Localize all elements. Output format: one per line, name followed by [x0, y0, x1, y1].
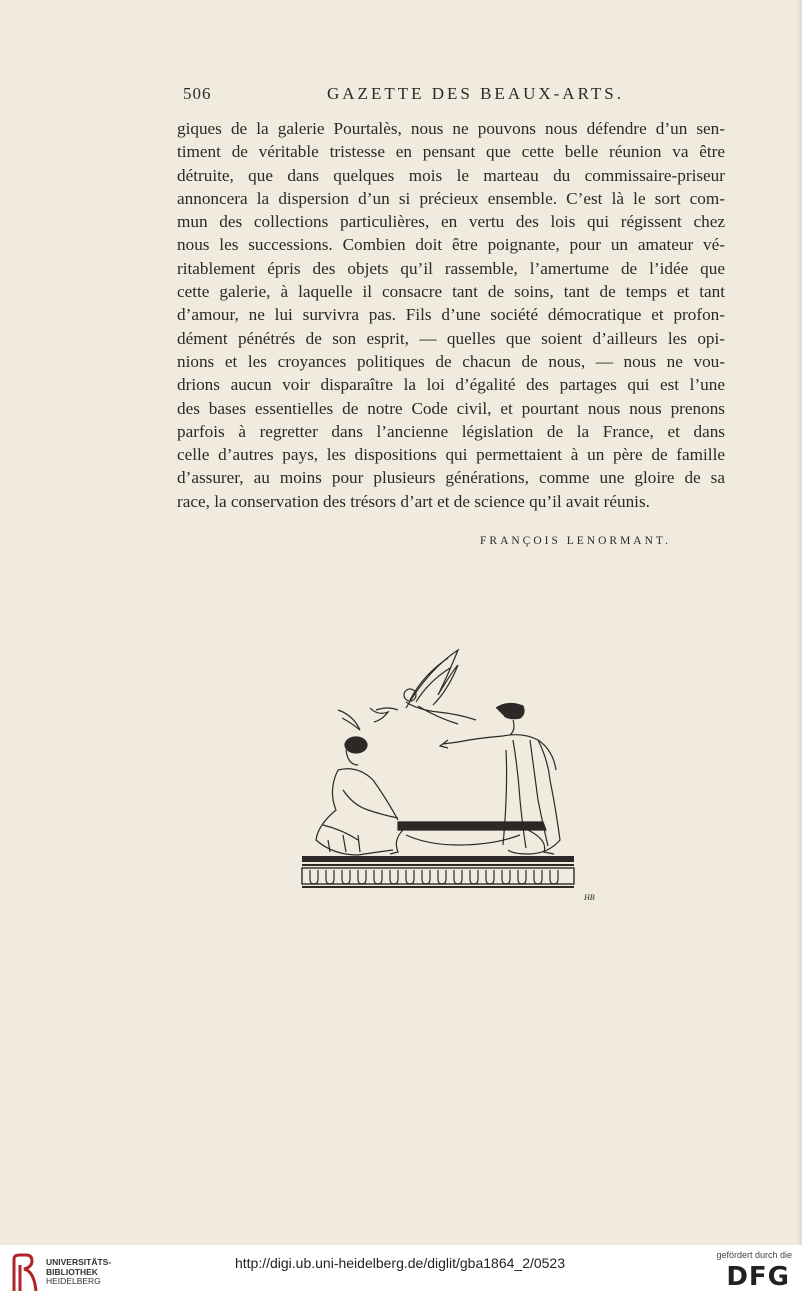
text-line: giques de la galerie Pourtalès, nous ne pouvons nous défendre d’un sen- — [177, 119, 725, 138]
running-header — [175, 84, 725, 108]
text-line: parfois à regretter dans l’ancienne législation de la France, et dans — [177, 421, 725, 441]
text-line: cette galerie, à laquelle il consacre tant de soins, tant de temps et tant — [177, 282, 725, 302]
text-line: d’amour, ne lui survivra pas. Fils d’une société démocratique et profon- — [177, 305, 725, 325]
text-line: nous les successions. Combien doit être poignante, pour un amateur vé- — [177, 235, 725, 255]
artist-monogram: HB — [584, 893, 595, 902]
text-line: drions aucun voir disparaître la loi d’égalité des partages qui est l’une — [177, 375, 725, 395]
footer-bar — [0, 1245, 802, 1300]
text-line: nions et les croyances politiques de chacun de nous, — nous ne vou- — [177, 351, 725, 371]
text-line: timent de véritable tristesse en pensant que cette belle réunion va être — [177, 142, 725, 162]
library-name-line3: HEIDELBERG — [46, 1276, 101, 1286]
university-library-logo-icon[interactable] — [10, 1253, 40, 1293]
seated-woman-figure — [316, 737, 398, 855]
library-name-line1: UNIVERSITÄTS- — [46, 1257, 112, 1267]
library-name — [46, 1258, 111, 1287]
text-line: des bases essentielles de notre Code civil, et pourtant nous nous prenons — [177, 398, 725, 418]
text-line: mun des collections particulières, en vertu des lois qui régissent chez — [177, 212, 725, 232]
text-line: d’assurer, au moins pour plusieurs générations, comme une gloire de sa — [177, 468, 725, 488]
page-edge-shadow — [796, 0, 802, 1245]
eros-figure — [370, 650, 476, 724]
standing-woman-figure — [440, 703, 560, 854]
text-line: ritablement épris des objets qu’il rassemble, l’amertume de l’idée que — [177, 258, 725, 278]
document-url-link[interactable]: http://digi.ub.uni-heidelberg.de/diglit/gba1864_2/0523 — [234, 1255, 566, 1271]
text-line: race, la conservation des trésors d’art et de science qu’il avait réunis. — [177, 491, 650, 511]
author-signature: FRANÇOIS LENORMANT. — [480, 535, 671, 547]
text-line: annoncera la dispersion d’un si précieux ensemble. C’est là le sort com- — [177, 188, 725, 208]
couch-furniture — [390, 822, 554, 854]
page-number: 506 — [183, 84, 212, 103]
text-line: celle d’autres pays, les dispositions qui permettaient à un père de famille — [177, 445, 725, 465]
article-text — [177, 117, 725, 513]
frieze-border — [302, 856, 574, 888]
library-name-line2: BIBLIOTHEK — [46, 1266, 98, 1277]
text-line: détruite, que dans quelques mois le marteau du commissaire-priseur — [177, 165, 725, 185]
ribbon-ornament — [338, 710, 360, 730]
dfg-logo[interactable]: DFG — [726, 1262, 790, 1292]
vase-painting-illustration — [298, 640, 598, 905]
running-title: GAZETTE DES BEAUX-ARTS. — [327, 84, 624, 103]
sponsor-label: gefördert durch die — [716, 1250, 792, 1260]
text-line: dément pénétrés de son esprit, — quelles que soient d’ailleurs les opi- — [177, 328, 725, 348]
